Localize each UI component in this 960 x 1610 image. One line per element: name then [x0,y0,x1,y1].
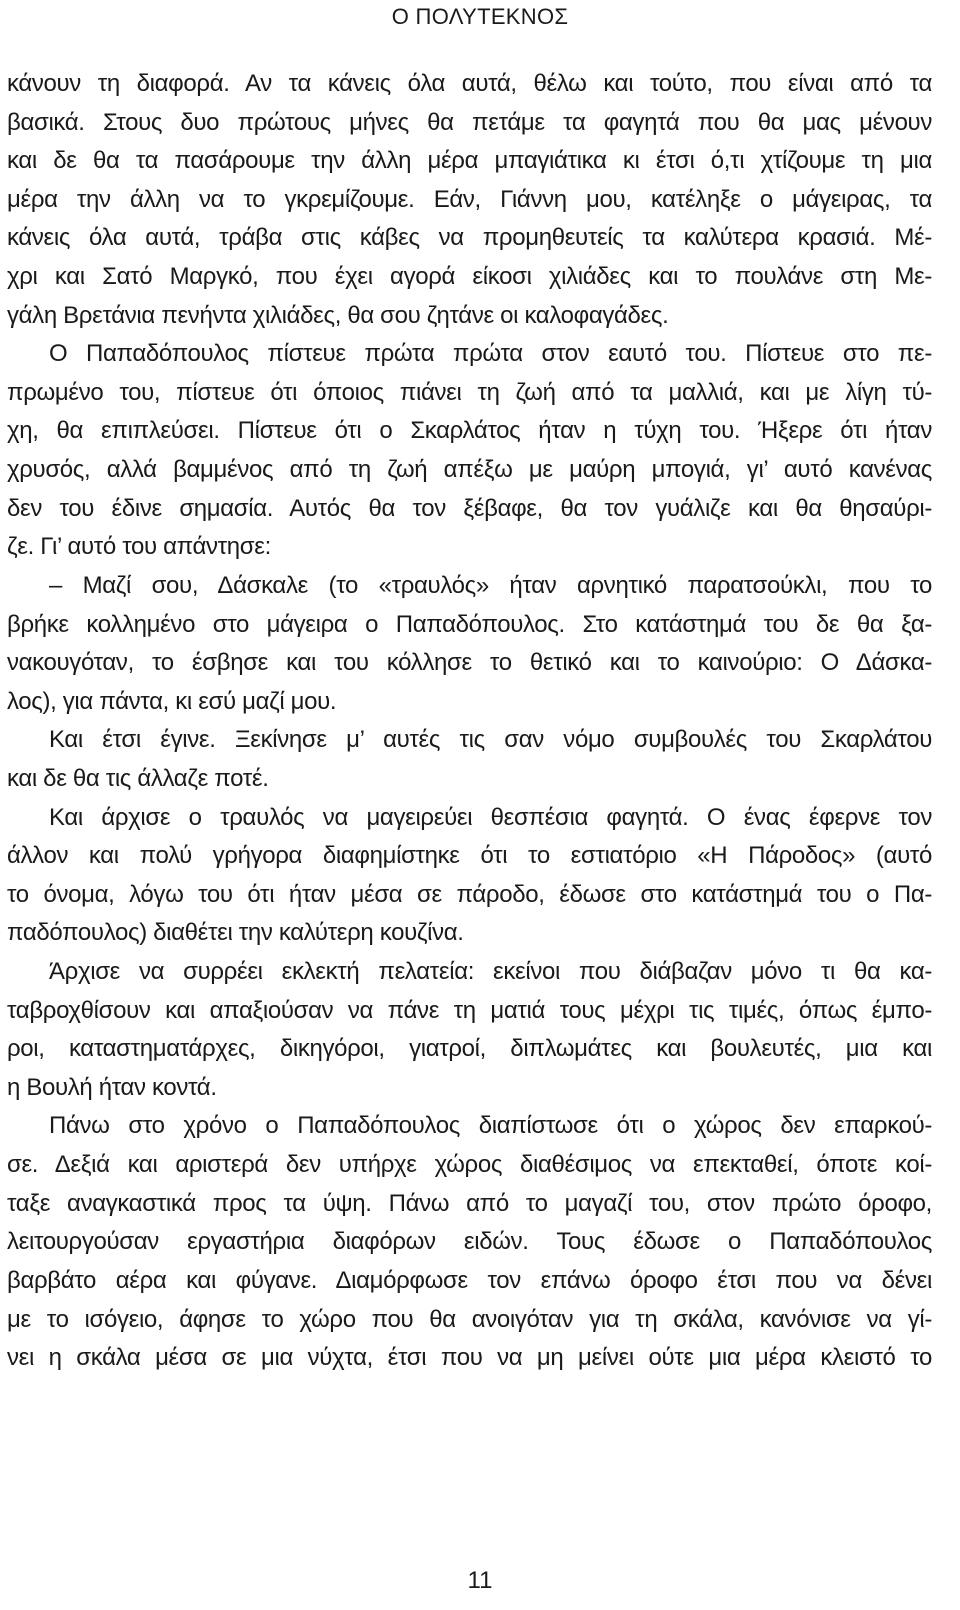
text-line: – Μαζί σου, Δάσκαλε (το «τραυλός» ήταν αρνητικό παρατσούκλι, που το [49,571,932,599]
text-line: γάλη Βρετάνια πενήντα χιλιάδες, θα σου ζητάνε οι καλοφαγάδες. [7,301,669,329]
text-line: παδόπουλος) διαθέτει την καλύτερη κουζίνα. [7,919,464,947]
text-line: νακουγόταν, το έσβησε και του κόλλησε το θετικό και το καινούριο: Ο Δάσκα- [7,649,932,677]
text-line: ροι, καταστηματάρχες, δικηγόροι, γιατροί, διπλωμάτες και βουλευτές, μια και [7,1035,932,1063]
text-line: σε. Δεξιά και αριστερά δεν υπήρχε χώρος διαθέσιμος να επεκταθεί, όποτε κοί- [7,1151,932,1179]
text-line: δεν του έδινε σημασία. Αυτός θα τον ξέβαφε, θα τον γυάλιζε και θα θησαύρι- [7,494,932,522]
text-line: Πάνω στο χρόνο ο Παπαδόπουλος διαπίστωσε ότι ο χώρος δεν επαρκού- [49,1112,932,1140]
text-line: κάνεις όλα αυτά, τράβα στις κάβες να προμηθευτείς τα καλύτερα κρασιά. Μέ- [7,224,932,252]
text-line: πρωμένο του, πίστευε ότι όποιος πιάνει τη ζωή από τα μαλλιά, και με λίγη τύ- [7,378,932,406]
text-line: και δε θα τα πασάρουμε την άλλη μέρα μπαγιάτικα κι έτσι ό,τι χτίζουμε τη μια [7,147,932,175]
text-line: χρυσός, αλλά βαμμένος από τη ζωή απέξω με μαύρη μπογιά, γι’ αυτό κανένας [7,456,932,484]
text-line: βασικά. Στους δυο πρώτους μήνες θα πετάμε τα φαγητά που θα μας μένουν [7,108,932,136]
text-line: Ο Παπαδόπουλος πίστευε πρώτα πρώτα στον εαυτό του. Πίστευε στο πε- [49,340,932,368]
text-line: Άρχισε να συρρέει εκλεκτή πελατεία: εκείνοι που διάβαζαν μόνο τι θα κα- [49,958,932,986]
text-line: λειτουργούσαν εργαστήρια διαφόρων ειδών. Τους έδωσε ο Παπαδόπουλος [7,1228,932,1256]
text-line: βαρβάτο αέρα και φύγανε. Διαμόρφωσε τον επάνω όροφο έτσι που να δένει [7,1266,932,1294]
text-line: χρι και Σατό Μαργκό, που έχει αγορά είκοσι χιλιάδες και το πουλάνε στη Με- [7,263,932,291]
text-line: Και έτσι έγινε. Ξεκίνησε μ’ αυτές τις σαν νόμο συμβουλές του Σκαρλάτου [49,726,932,754]
text-line: ταβροχθίσουν και απαξιούσαν να πάνε τη ματιά τους μέχρι τις τιμές, όπως έμπο- [7,996,932,1024]
text-line: άλλον και πολύ γρήγορα διαφημίστηκε ότι το εστιατόριο «Η Πάροδος» (αυτό [7,842,932,870]
text-line: ταξε αναγκαστικά προς τα ύψη. Πάνω από το μαγαζί του, στον πρώτο όροφο, [7,1189,932,1217]
text-line: ζε. Γι’ αυτό του απάντησε: [7,533,271,561]
body-text [7,65,932,1378]
text-line: η Βουλή ήταν κοντά. [7,1073,217,1101]
text-line: νει η σκάλα μέσα σε μια νύχτα, έτσι που να μη μείνει ούτε μια μέρα κλειστό το [7,1344,932,1372]
text-line: λος), για πάντα, κι εσύ μαζί μου. [7,687,337,715]
text-line: χη, θα επιπλεύσει. Πίστευε ότι ο Σκαρλάτος ήταν η τύχη του. Ήξερε ότι ήταν [7,417,932,445]
text-line: κάνουν τη διαφορά. Αν τα κάνεις όλα αυτά, θέλω και τούτο, που είναι από τα [7,70,932,97]
text-line: με το ισόγειο, άφησε το χώρο που θα ανοιγόταν για τη σκάλα, κανόνισε να γί- [7,1305,932,1333]
text-line: Και άρχισε ο τραυλός να μαγειρεύει θεσπέσια φαγητά. Ο ένας έφερνε τον [49,803,932,831]
running-head: Ο ΠΟΛΥΤΕΚΝΟΣ [391,4,569,29]
text-line: και δε θα τις άλλαζε ποτέ. [7,764,269,792]
text-line: βρήκε κολλημένο στο μάγειρα ο Παπαδόπουλος. Στο κατάστημά του δε θα ξα- [7,610,932,638]
page-number: 11 [467,1567,493,1594]
text-line: το όνομα, λόγω του ότι ήταν μέσα σε πάροδο, έδωσε στο κατάστημά του ο Πα- [7,880,932,908]
text-line: μέρα την άλλη να το γκρεμίζουμε. Εάν, Γιάννη μου, κατέληξε ο μάγειρας, τα [7,185,932,213]
